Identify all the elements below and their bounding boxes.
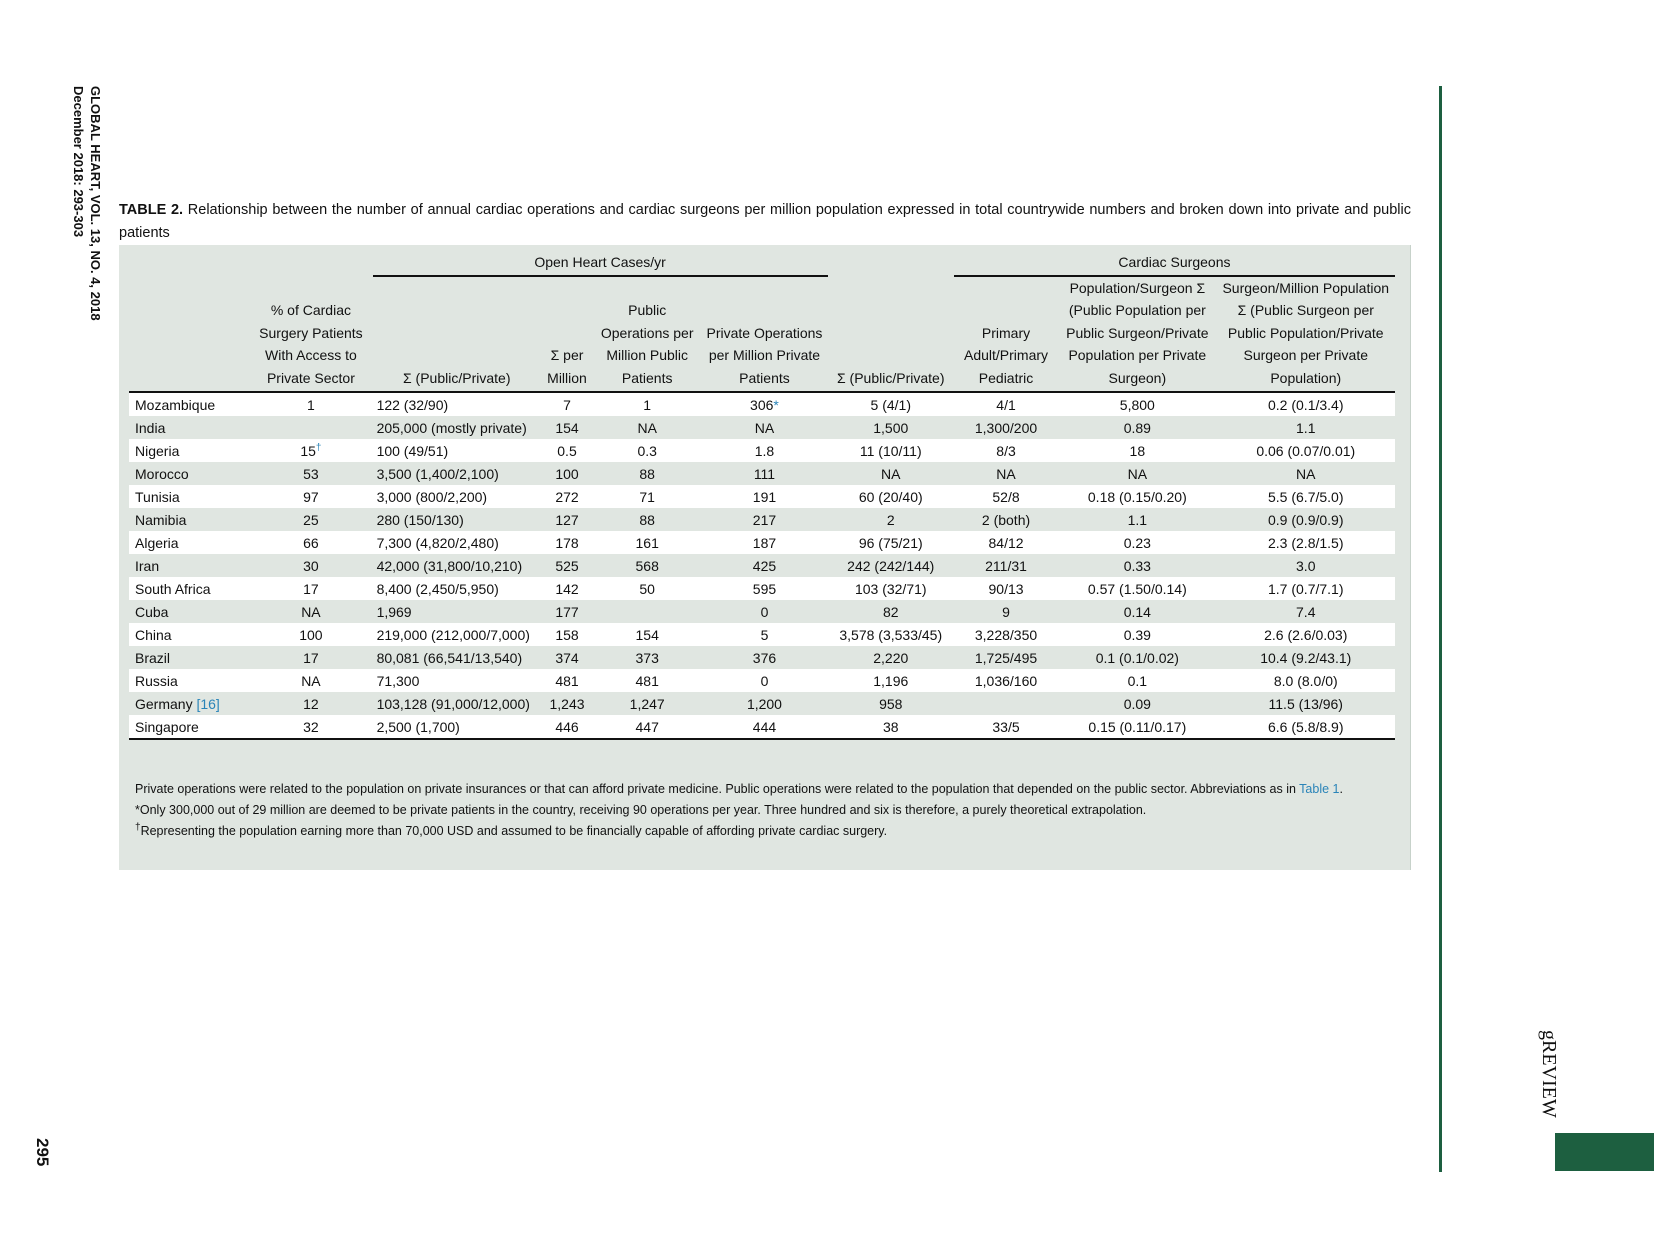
cell-adult-pediatric: 33/5 [954, 715, 1058, 739]
cell-surgeons-total: 103 (32/71) [828, 577, 954, 600]
cell-surgeons-total: 2,220 [873, 649, 909, 666]
cell-country: Singapore [129, 715, 249, 739]
cell-public-ops: 50 [593, 577, 701, 600]
cell-per-million: 100 [555, 465, 579, 482]
cell-public-ops: 481 [593, 669, 701, 692]
table-caption [119, 199, 1411, 245]
cell-pop-per-surgeon: 5,800 [1058, 392, 1216, 416]
cell-surgeons-total: 242 (242/144) [847, 557, 935, 574]
cell-public-ops: 154 [593, 623, 701, 646]
table-row [129, 392, 1395, 416]
cell-public-ops: 71 [593, 485, 701, 508]
table-row [129, 623, 1395, 646]
cell-surgeons-total: 3,578 (3,533/45) [828, 623, 954, 646]
table-body [129, 392, 1395, 739]
cell-surgeon-per-million: 3.0 [1296, 557, 1316, 574]
cell-country: Nigeria [129, 439, 249, 462]
cell-public-ops: 1 [593, 392, 701, 416]
cell-country: Brazil [135, 649, 171, 666]
col-header-surgeons-total: Σ (Public/Private) [828, 276, 954, 393]
cell-surgeon-per-million: 6.6 (5.8/8.9) [1217, 715, 1395, 739]
cell-private-ops: 425 [752, 557, 777, 574]
cell-private-ops: NA [754, 419, 775, 436]
table-1-link[interactable]: Table 1 [1299, 782, 1340, 796]
table-row [129, 485, 1395, 508]
cell-surgeon-per-million: 7.4 [1296, 603, 1316, 620]
table-row [129, 669, 1395, 692]
running-head [70, 86, 104, 321]
column-header-row [129, 276, 1395, 393]
cell-per-million: 178 [541, 531, 593, 554]
journal-citation: GLOBAL HEART, VOL. 13, NO. 4, 2018 [88, 86, 103, 321]
cell-private-access: 17 [303, 649, 319, 666]
cell-private-access: 66 [249, 531, 372, 554]
cell-private-ops: 0 [760, 603, 769, 620]
cell-pop-per-surgeon: 0.09 [1123, 695, 1151, 712]
cell-per-million: 446 [541, 715, 593, 739]
cell-private-ops: 595 [701, 577, 827, 600]
cell-ops-total: 80,081 (66,541/13,540) [376, 649, 523, 666]
cell-adult-pediatric: 8/3 [954, 439, 1058, 462]
cell-country: Mozambique [129, 392, 249, 416]
cell-surgeons-total: 5 (4/1) [828, 392, 954, 416]
cell-surgeons-total: 96 (75/21) [828, 531, 954, 554]
cell-private-access: 15† [249, 439, 372, 462]
cell-public-ops: 568 [635, 557, 659, 574]
cell-pop-per-surgeon: 0.89 [1123, 419, 1151, 436]
table-row [129, 554, 1395, 577]
cell-public-ops: 0.3 [593, 439, 701, 462]
cell-pop-per-surgeon: 0.18 (0.15/0.20) [1058, 485, 1216, 508]
table-row [129, 577, 1395, 600]
cell-private-access: NA [249, 669, 372, 692]
col-header-public-ops: Public Operations per Million Public Patients [593, 276, 701, 393]
cell-pop-per-surgeon: 0.1 (0.1/0.02) [1095, 649, 1179, 666]
cell-public-ops [593, 600, 701, 623]
cell-per-million: 481 [541, 669, 593, 692]
cell-surgeons-total: 1,500 [873, 419, 909, 436]
cell-country: Germany [16] [135, 695, 220, 712]
cell-surgeons-total: 2 [886, 511, 895, 528]
col-header-pop-per-surgeon: Population/Surgeon Σ (Public Population per Public Surgeon/Private Population per Private Surgeon) [1058, 276, 1216, 393]
cell-public-ops: 447 [593, 715, 701, 739]
cell-country: Iran [135, 557, 160, 574]
cell-per-million: 158 [541, 623, 593, 646]
cell-adult-pediatric: NA [996, 465, 1016, 482]
col-header-ops-total: Σ (Public/Private) [373, 276, 541, 393]
cell-adult-pediatric: 3,228/350 [954, 623, 1058, 646]
margin-rule [1439, 86, 1442, 1172]
cell-per-million: 272 [541, 485, 593, 508]
cell-surgeon-per-million: 2.3 (2.8/1.5) [1217, 531, 1395, 554]
cell-adult-pediatric: 2 (both) [981, 511, 1031, 528]
cell-per-million: 0.5 [541, 439, 593, 462]
cell-per-million: 154 [555, 419, 579, 436]
cell-country: Cuba [135, 603, 169, 620]
cell-surgeon-per-million: 10.4 (9.2/43.1) [1260, 649, 1352, 666]
cell-private-ops: 444 [701, 715, 827, 739]
cell-ops-total: 103,128 (91,000/12,000) [376, 695, 530, 712]
cell-ops-total: 2,500 (1,700) [373, 715, 541, 739]
cell-surgeons-total: 1,196 [828, 669, 954, 692]
section-label: gREVIEW [1538, 1030, 1560, 1118]
cell-adult-pediatric: 90/13 [954, 577, 1058, 600]
cell-adult-pediatric: 211/31 [985, 557, 1027, 574]
cell-surgeons-total: 82 [882, 603, 899, 620]
col-header-private-access: % of Cardiac Surgery Patients With Access to Private Sector [249, 276, 372, 393]
table-row [129, 462, 1395, 485]
cell-country: Morocco [135, 465, 189, 482]
cell-surgeon-per-million: 1.7 (0.7/7.1) [1217, 577, 1395, 600]
cell-surgeons-total: 11 (10/11) [828, 439, 954, 462]
table-row [129, 531, 1395, 554]
cell-adult-pediatric [954, 692, 1058, 715]
cell-public-ops: 88 [639, 511, 655, 528]
cell-surgeons-total: 60 (20/40) [828, 485, 954, 508]
cell-ops-total: 7,300 (4,820/2,480) [373, 531, 541, 554]
cell-surgeon-per-million: 11.5 (13/96) [1268, 695, 1343, 712]
cell-pop-per-surgeon: 0.1 [1058, 669, 1216, 692]
cell-private-access: 1 [249, 392, 372, 416]
cell-ops-total: 100 (49/51) [373, 439, 541, 462]
cell-adult-pediatric: 84/12 [954, 531, 1058, 554]
cell-country: Algeria [129, 531, 249, 554]
cell-surgeon-per-million: 8.0 (8.0/0) [1217, 669, 1395, 692]
citation-link[interactable]: [16] [196, 695, 220, 712]
cell-ops-total: 280 (150/130) [376, 511, 464, 528]
table-row [129, 439, 1395, 462]
cell-private-access: 30 [303, 557, 319, 574]
cell-pop-per-surgeon: 0.23 [1058, 531, 1216, 554]
cell-public-ops: 161 [593, 531, 701, 554]
cell-private-access [249, 416, 372, 439]
cell-private-ops: 5 [701, 623, 827, 646]
cell-country: Tunisia [129, 485, 249, 508]
table-row [129, 416, 1395, 439]
footnote-abbreviations: Private operations were related to the population on private insurances or that can afford private medicine. Public operations were related to the population that depended on the public sector. Abbreviations as in Table 1. [135, 782, 1343, 796]
cell-private-ops: 217 [752, 511, 777, 528]
caption-text: Relationship between the number of annual cardiac operations and cardiac surgeons per million population expressed in total countrywide numbers and broken down into private and public patients [119, 202, 1411, 241]
cell-private-access: 97 [249, 485, 372, 508]
cell-private-access: 53 [303, 465, 319, 482]
cell-surgeon-per-million: 1.1 [1296, 419, 1316, 436]
cell-private-ops: 0 [701, 669, 827, 692]
cell-private-access: 100 [249, 623, 372, 646]
cell-ops-total: 8,400 (2,450/5,950) [373, 577, 541, 600]
cell-country: India [135, 419, 166, 436]
cell-private-access: 12 [303, 695, 319, 712]
cell-pop-per-surgeon: 1.1 [1127, 511, 1148, 528]
data-table [129, 251, 1395, 740]
page-number: 295 [33, 1138, 52, 1167]
cell-ops-total: 3,000 (800/2,200) [373, 485, 541, 508]
cell-private-ops: 191 [701, 485, 827, 508]
cell-public-ops: 1,247 [629, 695, 665, 712]
footnote-asterisk: *Only 300,000 out of 29 million are deemed to be private patients in the country, receiving 90 operations per year. Three hundred and six is therefore, a purely theoretical extrapolation. [135, 803, 1147, 817]
cell-adult-pediatric: 52/8 [954, 485, 1058, 508]
col-header-country [129, 276, 249, 393]
cell-ops-total: 1,969 [376, 603, 412, 620]
cell-surgeons-total: 38 [828, 715, 954, 739]
col-header-adult-pediatric: Primary Adult/Primary Pediatric [954, 276, 1058, 393]
table-row [129, 508, 1395, 531]
cell-per-million: 1,243 [549, 695, 585, 712]
footnote-dagger: †Representing the population earning more than 70,000 USD and assumed to be financially capable of affording private cardiac surgery. [135, 821, 888, 838]
cell-adult-pediatric: 1,300/200 [974, 419, 1038, 436]
cell-per-million: 7 [541, 392, 593, 416]
cell-surgeon-per-million: 0.06 (0.07/0.01) [1217, 439, 1395, 462]
cell-per-million: 177 [555, 603, 579, 620]
cell-surgeon-per-million: NA [1296, 465, 1316, 482]
table-footnotes [135, 780, 1397, 843]
cell-surgeon-per-million: 0.2 (0.1/3.4) [1217, 392, 1395, 416]
cell-surgeon-per-million: 2.6 (2.6/0.03) [1217, 623, 1395, 646]
cell-surgeons-total: NA [881, 465, 901, 482]
cell-adult-pediatric: 1,725/495 [974, 649, 1038, 666]
cell-private-ops: 1.8 [701, 439, 827, 462]
issue-citation: December 2018: 293-303 [71, 86, 86, 238]
group-header-row [129, 251, 1395, 276]
cell-private-ops: 187 [701, 531, 827, 554]
cell-surgeon-per-million: 5.5 (6.7/5.0) [1217, 485, 1395, 508]
cell-country: Namibia [135, 511, 187, 528]
cell-per-million: 127 [555, 511, 579, 528]
cell-public-ops: NA [637, 419, 657, 436]
cell-ops-total: 42,000 (31,800/10,210) [376, 557, 523, 574]
col-header-private-ops: Private Operations per Million Private Patients [701, 276, 827, 393]
table-panel [119, 245, 1411, 870]
asterisk-mark[interactable]: * [773, 396, 779, 413]
cell-private-access: 32 [249, 715, 372, 739]
cell-public-ops: 373 [635, 649, 659, 666]
cell-adult-pediatric: 1,036/160 [954, 669, 1058, 692]
table-row [129, 646, 1395, 669]
cell-ops-total: 122 (32/90) [373, 392, 541, 416]
table-row [129, 692, 1395, 715]
cell-pop-per-surgeon: 18 [1058, 439, 1216, 462]
col-header-surgeon-per-million: Surgeon/Million Population Σ (Public Surgeon per Public Population/Private Surgeon per Private Population) [1217, 276, 1395, 393]
cell-private-access: NA [301, 603, 321, 620]
cell-ops-total: 205,000 (mostly private) [376, 419, 527, 436]
cell-pop-per-surgeon: 0.33 [1123, 557, 1151, 574]
cell-adult-pediatric: 4/1 [954, 392, 1058, 416]
cell-ops-total: 3,500 (1,400/2,100) [376, 465, 499, 482]
cell-private-ops: 376 [752, 649, 777, 666]
table-row [129, 715, 1395, 739]
cell-ops-total: 71,300 [373, 669, 541, 692]
table-label: TABLE 2. [119, 202, 184, 218]
cell-pop-per-surgeon: 0.57 (1.50/0.14) [1058, 577, 1216, 600]
cell-pop-per-surgeon: NA [1127, 465, 1148, 482]
dagger-mark[interactable]: † [315, 441, 322, 453]
cell-country: Russia [129, 669, 249, 692]
cell-per-million: 525 [555, 557, 579, 574]
cell-private-access: 17 [249, 577, 372, 600]
cell-surgeons-total: 958 [879, 695, 903, 712]
section-tab [1555, 1133, 1654, 1171]
cell-ops-total: 219,000 (212,000/7,000) [373, 623, 541, 646]
cell-public-ops: 88 [639, 465, 655, 482]
cell-adult-pediatric: 9 [1002, 603, 1010, 620]
group-open-heart: Open Heart Cases/yr [373, 251, 828, 276]
cell-country: South Africa [129, 577, 249, 600]
cell-surgeon-per-million: 0.9 (0.9/0.9) [1268, 511, 1344, 528]
group-cardiac-surgeons: Cardiac Surgeons [954, 251, 1395, 276]
cell-pop-per-surgeon: 0.39 [1058, 623, 1216, 646]
cell-private-access: 25 [303, 511, 319, 528]
cell-per-million: 142 [541, 577, 593, 600]
cell-per-million: 374 [555, 649, 579, 666]
cell-private-ops: 1,200 [746, 695, 782, 712]
cell-private-ops: 306* [701, 392, 827, 416]
cell-pop-per-surgeon: 0.14 [1123, 603, 1151, 620]
col-header-per-million: Σ per Million [541, 276, 593, 393]
cell-country: China [129, 623, 249, 646]
cell-pop-per-surgeon: 0.15 (0.11/0.17) [1058, 715, 1216, 739]
table-row [129, 600, 1395, 623]
cell-private-ops: 111 [753, 465, 776, 482]
